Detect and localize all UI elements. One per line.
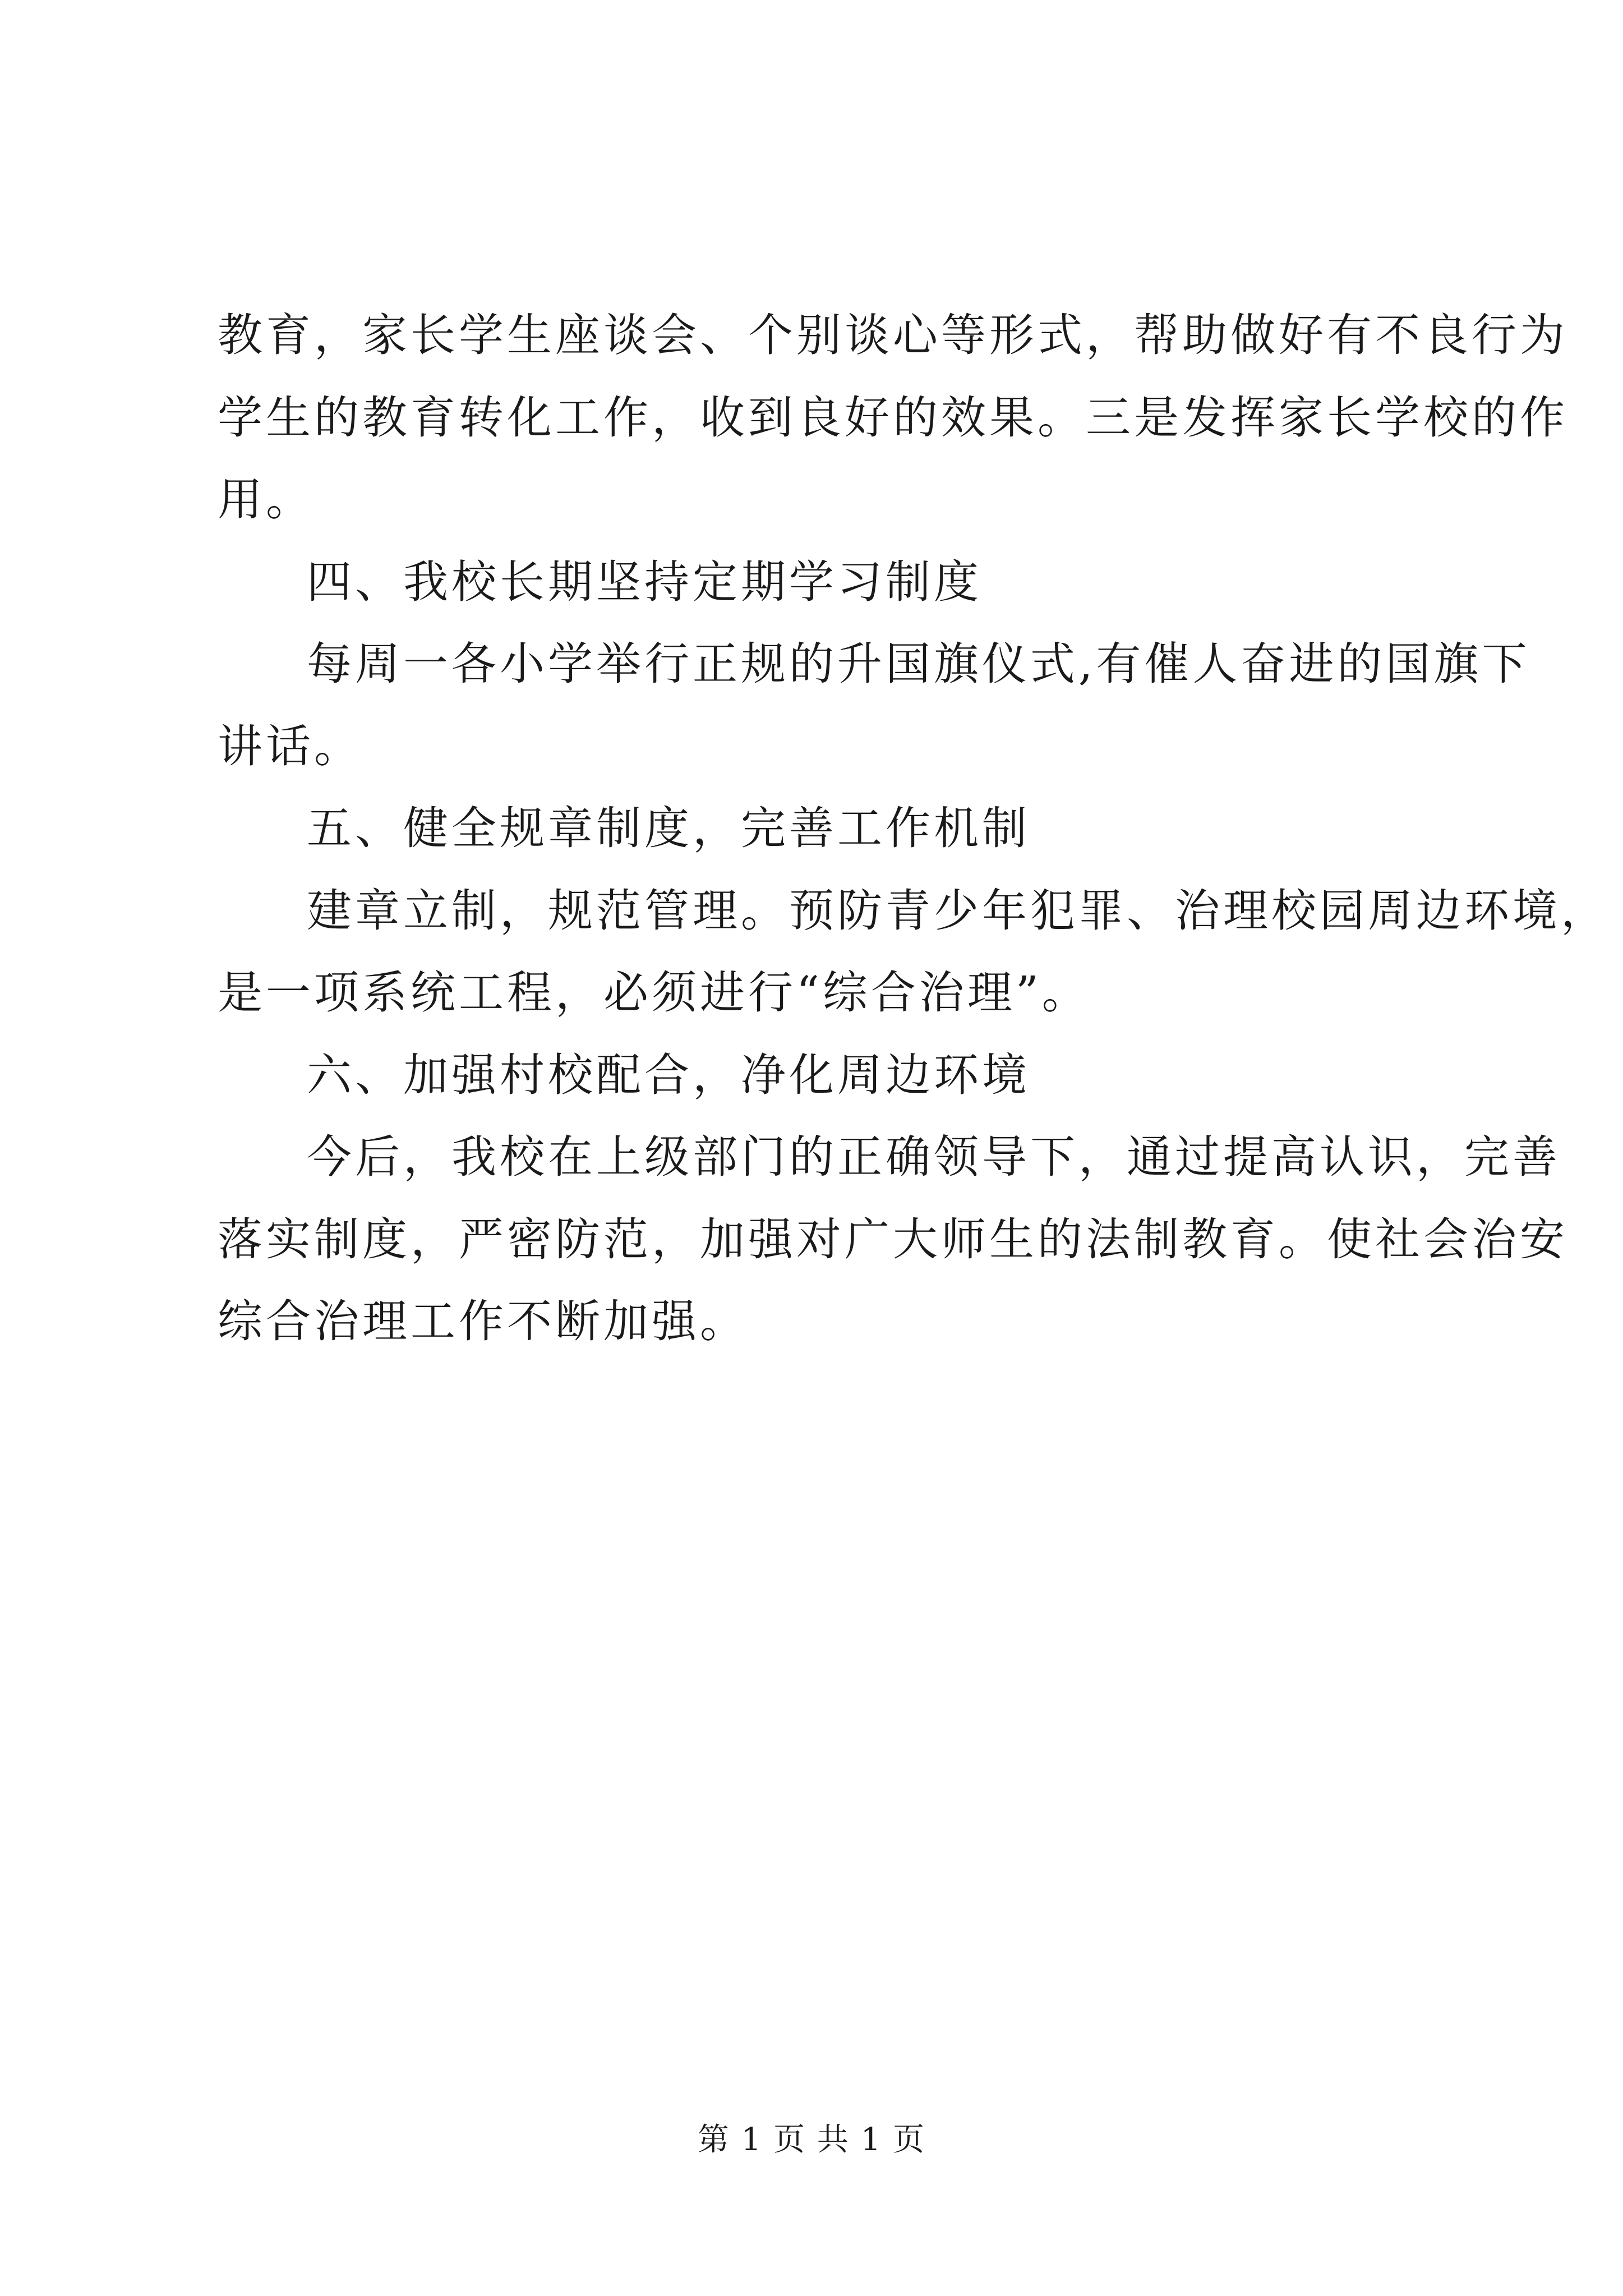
paragraph-line: 综合治理工作不断加强。 [218, 1295, 748, 1347]
paragraph-line: 学生的教育转化工作，收到良好的效果。三是发挥家长学校的作 [218, 392, 1568, 444]
paragraph-line: 每周一各小学举行正规的升国旗仪式,有催人奋进的国旗下 [307, 638, 1530, 690]
paragraph-line: 是一项系统工程，必须进行“综合治理”。 [218, 967, 1090, 1019]
paragraph-line: 教育，家长学生座谈会、个别谈心等形式，帮助做好有不良行为 [218, 309, 1568, 361]
paragraph-line: 今后，我校在上级部门的正确领导下，通过提高认识，完善 [307, 1131, 1561, 1183]
paragraph-line: 落实制度，严密防范，加强对广大师生的法制教育。使社会治安 [218, 1213, 1568, 1266]
paragraph-line: 用。 [218, 473, 314, 526]
section-heading: 四、我校长期坚持定期学习制度 [307, 556, 982, 608]
paragraph-line: 建章立制，规范管理。预防青少年犯罪、治理校园周边环境， [307, 885, 1609, 937]
paragraph-line: 讲话。 [218, 720, 362, 772]
page-number-footer: 第 1 页 共 1 页 [697, 2122, 926, 2158]
section-heading: 五、健全规章制度，完善工作机制 [307, 802, 1030, 854]
section-heading: 六、加强村校配合，净化周边环境 [307, 1049, 1030, 1101]
